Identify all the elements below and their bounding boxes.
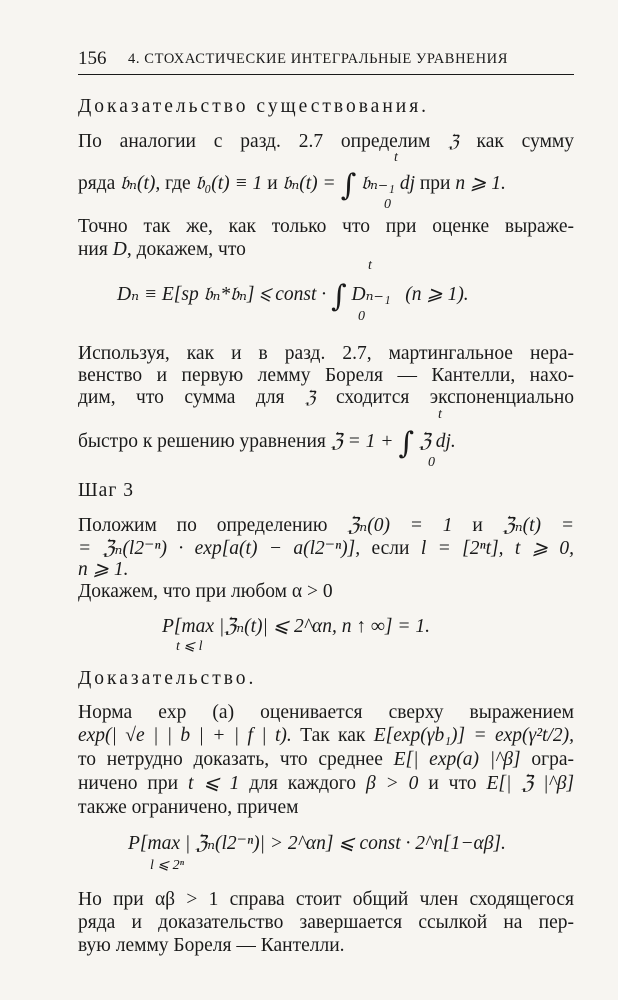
proof-heading: Доказательство. xyxy=(78,668,257,689)
integral-upper-limit: t xyxy=(368,258,372,273)
integral-lower-limit: 0 xyxy=(358,309,365,324)
formula-dn-estimate: Dₙ ≡ E[sp 𝔟ₙ*𝔟ₙ] ⩽ const · ∫ Dₙ₋₁ (n ⩾ 1). xyxy=(117,279,469,314)
text-line: exp(| √e | | b | + | f | t). Так как E[exp(γb₁)] = exp(γ²t/2), xyxy=(78,725,574,746)
text-line: венство и первую лемму Бореля — Кантелли, нахо- xyxy=(78,365,574,386)
text-line: ряда и доказательство завершается ссылкой на пер- xyxy=(78,912,574,933)
text-line: ничено при t ⩽ 1 для каждого β > 0 и что E[| ℨ |^β] xyxy=(78,773,575,794)
text-line: По аналогии с разд. 2.7 определим ℨ как сумму xyxy=(78,131,575,152)
text-line: ния D, докажем, что xyxy=(78,239,246,260)
text-line: ряда 𝔟ₙ(t), где 𝔟₀(t) ≡ 1 и 𝔟ₙ(t) = ∫ 𝔟ₙ₋₁ dj при n ⩾ 1. xyxy=(78,168,506,203)
text-line: также ограничено, причем xyxy=(78,797,299,818)
text-line: Докажем, что при любом α > 0 xyxy=(78,581,333,602)
text-line: Норма exp (a) оценивается сверху выражением xyxy=(78,702,574,723)
text-line: Положим по определению ℨₙ(0) = 1 и ℨₙ(t) = xyxy=(78,515,574,536)
integral-lower-limit: 0 xyxy=(384,197,391,212)
text-line: дим, что сумма для ℨ сходится экспоненциально xyxy=(78,387,575,408)
proof-heading-existence: Доказательство существования. xyxy=(78,96,430,117)
max-subscript: l ⩽ 2ⁿ xyxy=(150,858,185,873)
formula-probability-max: P[max |ℨₙ(t)| ⩽ 2^αn, n ↑ ∞] = 1. xyxy=(162,616,430,637)
text-line: Но при αβ > 1 справа стоит общий член сходящегося xyxy=(78,889,574,910)
integral-upper-limit: t xyxy=(438,407,442,422)
text-line: n ⩾ 1. xyxy=(78,559,129,580)
max-subscript: t ⩽ l xyxy=(176,639,203,654)
text-line: то нетрудно доказать, что среднее E[| exp(a) |^β] огра- xyxy=(78,749,574,770)
text-line: = ℨₙ(l2⁻ⁿ) · exp[a(t) − a(l2⁻ⁿ)], если l = [2ⁿt], t ⩾ 0, xyxy=(78,538,575,559)
integral-lower-limit: 0 xyxy=(428,455,435,470)
step-heading: Шаг 3 xyxy=(78,480,134,501)
running-header xyxy=(78,46,574,75)
formula-probability-bound: P[max | ℨₙ(l2⁻ⁿ)| > 2^αn] ⩽ const · 2^n[1−αβ]. xyxy=(128,833,506,854)
text-line: вую лемму Бореля — Кантелли. xyxy=(78,935,345,956)
text-line: Используя, как и в разд. 2.7, мартингальное нера- xyxy=(78,343,574,364)
text-line: быстро к решению уравнения ℨ = 1 + ∫ ℨ dj. xyxy=(78,426,456,461)
integral-upper-limit: t xyxy=(394,150,398,165)
page-number: 156 xyxy=(78,48,107,69)
text-line: Точно так же, как только что при оценке выраже- xyxy=(78,216,574,237)
running-title: 4. СТОХАСТИЧЕСКИЕ ИНТЕГРАЛЬНЫЕ УРАВНЕНИЯ xyxy=(128,51,509,67)
